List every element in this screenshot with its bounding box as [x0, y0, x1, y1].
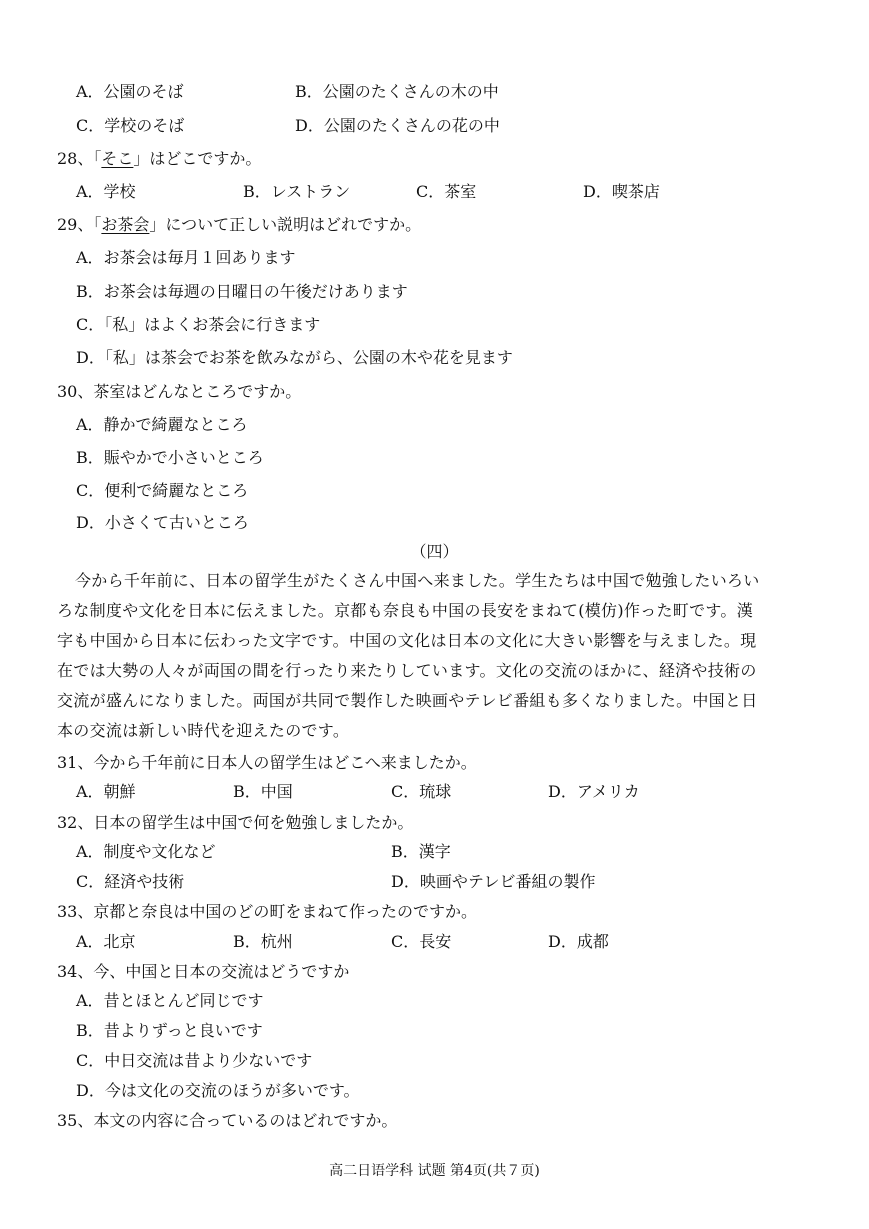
q29-option-b: B．お茶会は毎週の日曜日の午後だけあります — [76, 282, 408, 301]
q32-options-row-1 — [76, 841, 816, 863]
q33-question: 33、京都と奈良は中国のどの町をまねて作ったのですか。 — [57, 902, 477, 921]
q31-question: 31、今から千年前に日本人の留学生はどこへ来ましたか。 — [57, 753, 477, 772]
q29-prefix: 29、「 — [57, 215, 102, 234]
q31-option-b: B．中国 — [233, 782, 293, 801]
passage-line: 本の交流は新しい時代を迎えたのです。 — [57, 721, 350, 740]
q34-question: 34、今、中国と日本の交流はどうですか — [57, 962, 350, 981]
q32-question: 32、日本の留学生は中国で何を勉強しましたか。 — [57, 813, 414, 832]
q29-option-c: C．「私」はよくお茶会に行きます — [76, 315, 321, 334]
q29-option-d: D．「私」は茶会でお茶を飲みながら、公園の木や花を見ます — [76, 348, 513, 367]
q28-option-d: D．喫茶店 — [583, 182, 660, 201]
q30-option-d: D．小さくて古いところ — [76, 513, 249, 532]
q27-options-row-1 — [76, 81, 816, 103]
passage-line: 交流が盛んになりました。両国が共同で製作した映画やテレビ番組も多くなりました。中国と日 — [57, 691, 758, 710]
q33-option-c: C．長安 — [391, 932, 452, 951]
q30-option-a: A．静かで綺麗なところ — [76, 415, 248, 434]
q28-option-b: B．レストラン — [243, 182, 351, 201]
q32-options-row-2 — [76, 871, 816, 893]
q31-option-d: D．アメリカ — [548, 782, 640, 801]
q33-options — [76, 931, 816, 953]
q28-options — [76, 181, 816, 203]
passage-line: 在では大勢の人々が両国の間を行ったり来たりしています。文化の交流のほかに、経済や技術の — [57, 661, 757, 680]
q30-option-c: C．便利で綺麗なところ — [76, 481, 249, 500]
q28-question — [57, 148, 261, 170]
page-footer: 高二日语学科 试题 第4页(共７页) — [329, 1163, 540, 1179]
q32-option-d: D．映画やテレビ番組の製作 — [391, 872, 596, 891]
q27-option-c: C．学校のそば — [76, 116, 185, 135]
q29-suffix: 」について正しい説明はどれですか。 — [149, 215, 422, 234]
q31-options — [76, 781, 816, 803]
q33-option-d: D．成都 — [548, 932, 609, 951]
q33-option-a: A．北京 — [76, 932, 136, 951]
q30-question: 30、茶室はどんなところですか。 — [57, 382, 302, 401]
q34-option-c: C．中日交流は昔より少ないです — [76, 1051, 313, 1070]
passage-line: 今から千年前に、日本の留学生がたくさん中国へ来ました。学生たちは中国で勉強したいろい — [75, 571, 760, 590]
q32-option-b: B．漢字 — [391, 842, 451, 861]
q31-option-c: C．琉球 — [391, 782, 452, 801]
passage-line: ろな制度や文化を日本に伝えました。京都も奈良も中国の長安をまねて(模仿)作った町です。漢 — [57, 601, 754, 620]
q28-option-c: C．茶室 — [416, 182, 477, 201]
q28-underlined-term: そこ — [101, 149, 134, 168]
q27-option-d: D．公園のたくさんの花の中 — [295, 116, 500, 135]
q28-suffix: 」はどこですか。 — [133, 149, 262, 168]
q32-option-a: A．制度や文化など — [76, 842, 216, 861]
q34-option-b: B．昔よりずっと良いです — [76, 1021, 263, 1040]
q34-option-a: A．昔とほとんど同じです — [76, 991, 264, 1010]
q27-option-b: B．公園のたくさんの木の中 — [295, 82, 499, 101]
q28-prefix: 28、「 — [57, 149, 102, 168]
q29-option-a: A．お茶会は毎月１回あります — [76, 248, 296, 267]
reading-passage — [57, 566, 815, 746]
q31-option-a: A．朝鮮 — [76, 782, 136, 801]
q30-option-b: B．賑やかで小さいところ — [76, 448, 264, 467]
q29-question — [57, 214, 421, 236]
passage-line: 字も中国から日本に伝わった文字です。中国の文化は日本の文化に大きい影響を与えました。現 — [57, 631, 757, 650]
q29-underlined-term: お茶会 — [101, 215, 150, 234]
q34-option-d: D．今は文化の交流のほうが多いです。 — [76, 1081, 360, 1100]
q35-question: 35、本文の内容に合っているのはどれですか。 — [57, 1111, 398, 1130]
section-heading: （四） — [410, 542, 459, 561]
q28-option-a: A．学校 — [76, 182, 136, 201]
q32-option-c: C．経済や技術 — [76, 872, 185, 891]
q33-option-b: B．杭州 — [233, 932, 293, 951]
q27-option-a: A．公園のそば — [76, 82, 184, 101]
q27-options-row-2 — [76, 115, 816, 137]
